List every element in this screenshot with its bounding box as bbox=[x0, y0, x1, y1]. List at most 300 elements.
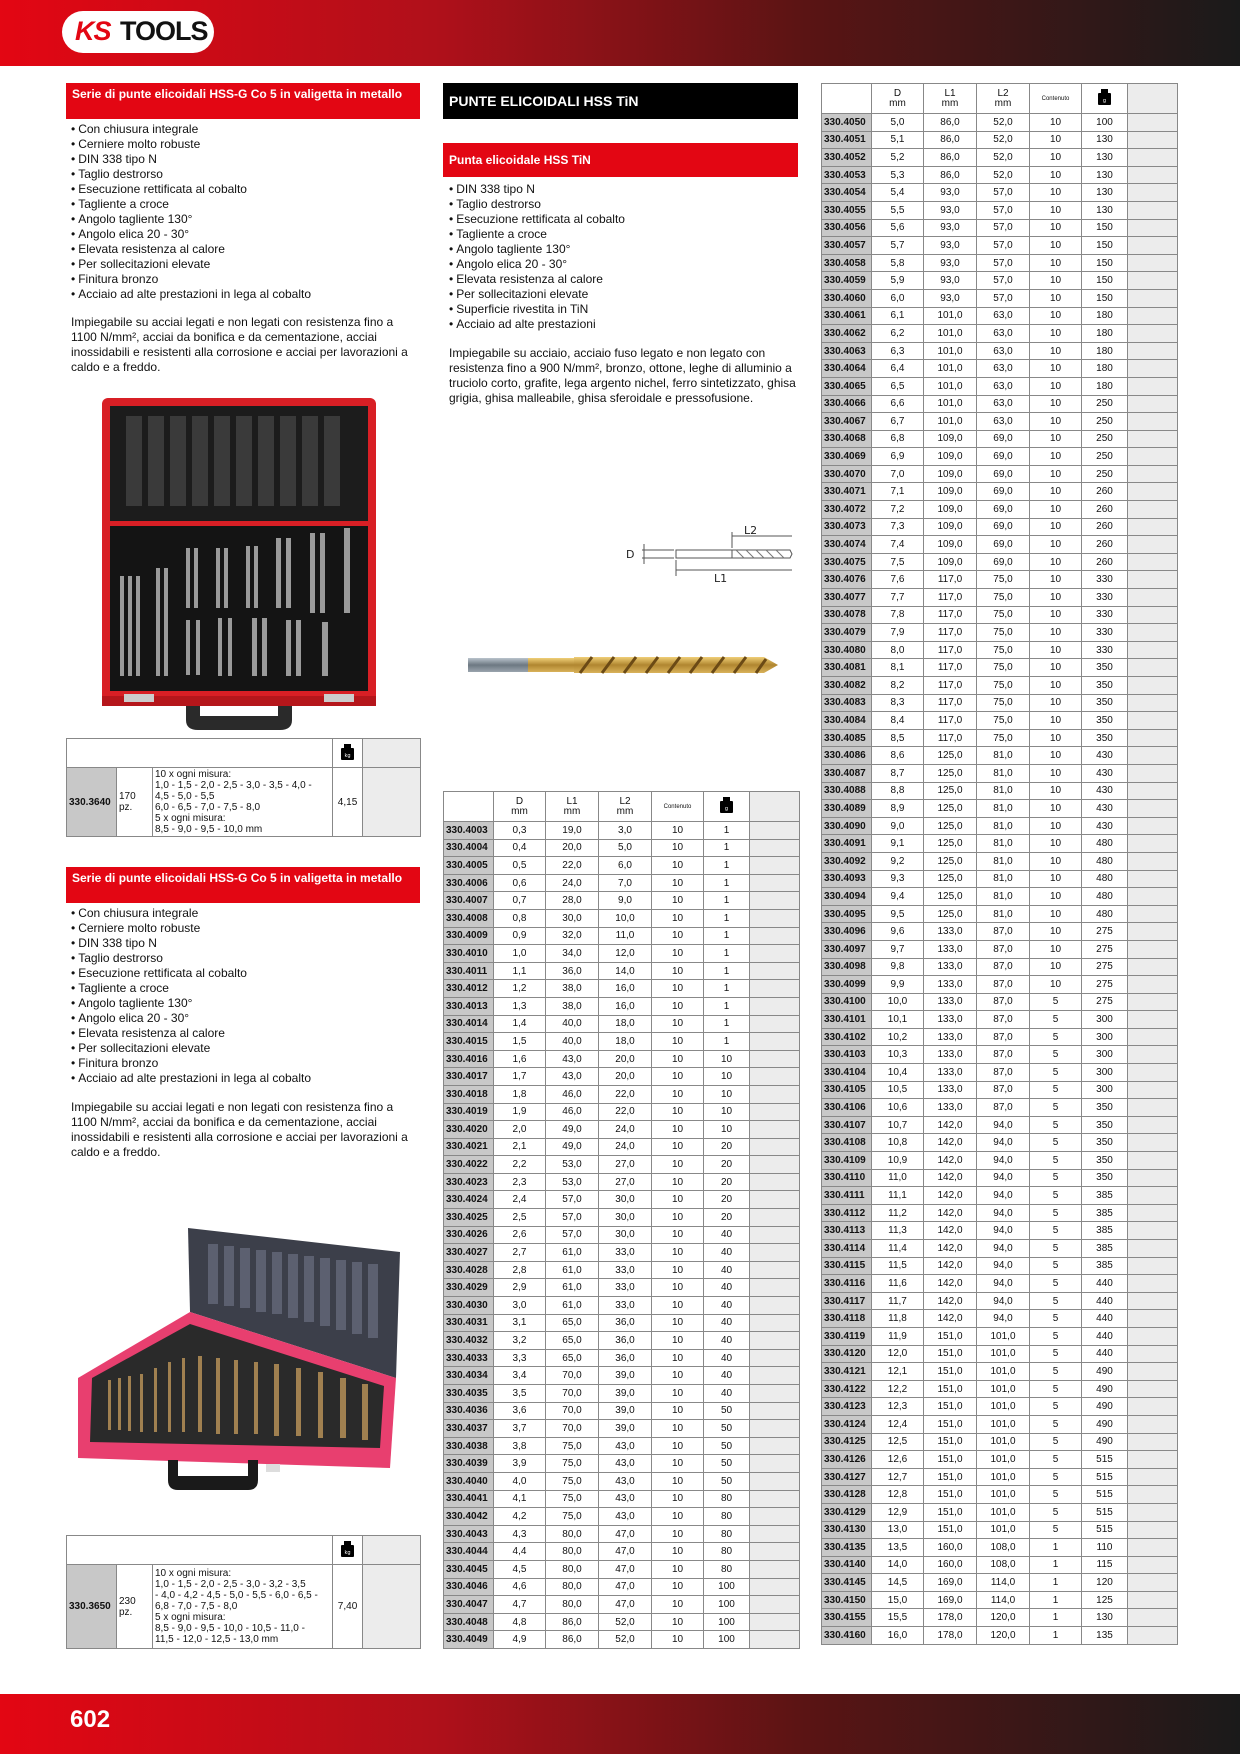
col-d-header: D mm bbox=[872, 84, 924, 114]
table-row bbox=[822, 1345, 1178, 1363]
item-code: 330.4109 bbox=[822, 1152, 872, 1170]
weight: 300 bbox=[1082, 1028, 1128, 1046]
spacer-cell bbox=[1128, 729, 1178, 747]
diameter: 0,8 bbox=[494, 909, 546, 927]
length-l1: 133,0 bbox=[924, 940, 977, 958]
table-row bbox=[822, 483, 1178, 501]
spacer-cell bbox=[750, 874, 800, 892]
length-l1: 86,0 bbox=[924, 131, 977, 149]
length-l2: 63,0 bbox=[977, 395, 1030, 413]
table-row bbox=[822, 571, 1178, 589]
length-l2: 43,0 bbox=[599, 1508, 652, 1526]
spacer-cell bbox=[1128, 800, 1178, 818]
spacer-cell bbox=[1128, 1204, 1178, 1222]
feature-item: • Esecuzione rettificata al cobalto bbox=[449, 212, 799, 227]
item-code: 330.4071 bbox=[822, 483, 872, 501]
spacer-cell bbox=[1128, 1310, 1178, 1328]
length-l1: 32,0 bbox=[546, 927, 599, 945]
length-l1: 109,0 bbox=[924, 448, 977, 466]
diameter: 4,3 bbox=[494, 1525, 546, 1543]
length-l2: 75,0 bbox=[977, 694, 1030, 712]
length-l2: 30,0 bbox=[599, 1191, 652, 1209]
table-row bbox=[822, 1310, 1178, 1328]
item-code: 330.4113 bbox=[822, 1222, 872, 1240]
table-row bbox=[822, 448, 1178, 466]
length-l1: 53,0 bbox=[546, 1156, 599, 1174]
length-l1: 101,0 bbox=[924, 360, 977, 378]
length-l2: 43,0 bbox=[599, 1455, 652, 1473]
diameter: 7,8 bbox=[872, 606, 924, 624]
length-l2: 69,0 bbox=[977, 518, 1030, 536]
item-code: 330.4004 bbox=[444, 839, 494, 857]
diameter: 12,9 bbox=[872, 1503, 924, 1521]
spacer-cell bbox=[1128, 1574, 1178, 1592]
section2-description: Impiegabile su acciai legati e non legati con resistenza fino a 1100 N/mm², acciai da bonifica e da cementazione, acciai inossidabili e resistenti alla corrosione e acciai per lavorazioni a caldo e a freddo. bbox=[71, 1100, 408, 1159]
table-row bbox=[822, 782, 1178, 800]
length-l2: 33,0 bbox=[599, 1297, 652, 1315]
table-row bbox=[822, 377, 1178, 395]
content-qty: 10 bbox=[652, 892, 704, 910]
item-code: 330.4155 bbox=[822, 1609, 872, 1627]
length-l2: 57,0 bbox=[977, 254, 1030, 272]
length-l1: 151,0 bbox=[924, 1327, 977, 1345]
length-l2: 94,0 bbox=[977, 1310, 1030, 1328]
spacer-cell bbox=[750, 1138, 800, 1156]
table-row bbox=[444, 1631, 800, 1649]
table-row bbox=[822, 166, 1178, 184]
weight: 350 bbox=[1082, 1134, 1128, 1152]
diameter: 16,0 bbox=[872, 1627, 924, 1645]
section1-description: Impiegabile su acciai legati e non legati con resistenza fino a 1100 N/mm², acciai da bonifica e da cementazione, acciai inossidabili e resistenti alla corrosione e acciai per lavorazioni a caldo e a freddo. bbox=[71, 315, 408, 374]
item-code: 330.4063 bbox=[822, 342, 872, 360]
weight: 440 bbox=[1082, 1345, 1128, 1363]
content-qty: 10 bbox=[1030, 712, 1082, 730]
table-row bbox=[822, 1152, 1178, 1170]
spacer-cell bbox=[750, 1314, 800, 1332]
content-qty: 10 bbox=[652, 839, 704, 857]
diameter: 0,9 bbox=[494, 927, 546, 945]
length-l1: 178,0 bbox=[924, 1627, 977, 1645]
item-code: 330.4035 bbox=[444, 1385, 494, 1403]
spacer-cell bbox=[1128, 976, 1178, 994]
col-l1-header: L1 mm bbox=[924, 84, 977, 114]
length-l2: 101,0 bbox=[977, 1433, 1030, 1451]
weight: 350 bbox=[1082, 729, 1128, 747]
item-code: 330.4023 bbox=[444, 1173, 494, 1191]
content-qty: 10 bbox=[652, 1103, 704, 1121]
diameter: 8,0 bbox=[872, 641, 924, 659]
spacer-cell bbox=[1128, 1222, 1178, 1240]
weight: 20 bbox=[704, 1173, 750, 1191]
weight: 40 bbox=[704, 1367, 750, 1385]
diameter: 5,1 bbox=[872, 131, 924, 149]
weight: 100 bbox=[1082, 114, 1128, 132]
item-code: 330.4026 bbox=[444, 1226, 494, 1244]
svg-text:g: g bbox=[724, 806, 729, 812]
spacer-cell bbox=[1128, 782, 1178, 800]
length-l2: 43,0 bbox=[599, 1437, 652, 1455]
item-code: 330.4040 bbox=[444, 1472, 494, 1490]
content-qty: 10 bbox=[1030, 536, 1082, 554]
weight: 10 bbox=[704, 1050, 750, 1068]
spacer-cell bbox=[1128, 1398, 1178, 1416]
table-row bbox=[822, 219, 1178, 237]
length-l2: 33,0 bbox=[599, 1244, 652, 1262]
content-qty: 5 bbox=[1030, 993, 1082, 1011]
weight: 50 bbox=[704, 1437, 750, 1455]
weight: 50 bbox=[704, 1420, 750, 1438]
spacer-cell bbox=[1128, 870, 1178, 888]
spacer-cell bbox=[1128, 923, 1178, 941]
spacer-cell bbox=[1128, 606, 1178, 624]
length-l1: 75,0 bbox=[546, 1508, 599, 1526]
length-l2: 87,0 bbox=[977, 958, 1030, 976]
diameter: 12,0 bbox=[872, 1345, 924, 1363]
weight: 80 bbox=[704, 1543, 750, 1561]
weight: 180 bbox=[1082, 360, 1128, 378]
set-content-line: 10 x ogni misura: bbox=[155, 769, 232, 780]
length-l1: 160,0 bbox=[924, 1556, 977, 1574]
spacer-cell bbox=[750, 1033, 800, 1051]
col-code-header bbox=[822, 84, 872, 114]
table-row bbox=[822, 852, 1178, 870]
table-row bbox=[822, 1204, 1178, 1222]
weight: 480 bbox=[1082, 870, 1128, 888]
feature-item: • Per sollecitazioni elevate bbox=[449, 287, 799, 302]
table-row bbox=[822, 237, 1178, 255]
table-row bbox=[822, 1240, 1178, 1258]
feature-item: • Acciaio ad alte prestazioni in lega al cobalto bbox=[71, 287, 421, 302]
table-row bbox=[444, 1332, 800, 1350]
set-content-line: 8,5 - 9,0 - 9,5 - 10,0 mm bbox=[155, 824, 263, 835]
item-code: 330.4011 bbox=[444, 962, 494, 980]
table-row bbox=[444, 1596, 800, 1614]
length-l1: 151,0 bbox=[924, 1398, 977, 1416]
weight: 350 bbox=[1082, 677, 1128, 695]
spacer-cell bbox=[750, 997, 800, 1015]
length-l1: 109,0 bbox=[924, 553, 977, 571]
spacer-cell bbox=[1128, 1064, 1178, 1082]
diameter: 12,2 bbox=[872, 1380, 924, 1398]
length-l2: 94,0 bbox=[977, 1275, 1030, 1293]
diameter: 4,7 bbox=[494, 1596, 546, 1614]
item-code: 330.4130 bbox=[822, 1521, 872, 1539]
weight: 300 bbox=[1082, 1046, 1128, 1064]
content-qty: 10 bbox=[1030, 325, 1082, 343]
length-l1: 46,0 bbox=[546, 1103, 599, 1121]
diameter: 11,9 bbox=[872, 1327, 924, 1345]
content-qty: 10 bbox=[652, 1613, 704, 1631]
length-l1: 61,0 bbox=[546, 1244, 599, 1262]
length-l1: 169,0 bbox=[924, 1574, 977, 1592]
table-row bbox=[822, 888, 1178, 906]
diameter: 0,6 bbox=[494, 874, 546, 892]
weight: 1 bbox=[704, 1015, 750, 1033]
length-l1: 75,0 bbox=[546, 1490, 599, 1508]
set-pieces: 230 pz. bbox=[117, 1565, 153, 1649]
weight: 490 bbox=[1082, 1398, 1128, 1416]
length-l2: 114,0 bbox=[977, 1574, 1030, 1592]
content-qty: 5 bbox=[1030, 1204, 1082, 1222]
weight: 130 bbox=[1082, 184, 1128, 202]
diameter: 6,7 bbox=[872, 413, 924, 431]
diameter: 9,5 bbox=[872, 905, 924, 923]
weight: 300 bbox=[1082, 1011, 1128, 1029]
item-code: 330.4080 bbox=[822, 641, 872, 659]
length-l2: 16,0 bbox=[599, 980, 652, 998]
length-l2: 52,0 bbox=[977, 166, 1030, 184]
weight: 100 bbox=[704, 1631, 750, 1649]
item-code: 330.4090 bbox=[822, 817, 872, 835]
diameter: 0,4 bbox=[494, 839, 546, 857]
diameter: 1,7 bbox=[494, 1068, 546, 1086]
length-l1: 125,0 bbox=[924, 905, 977, 923]
table-row bbox=[822, 1081, 1178, 1099]
table-row bbox=[822, 1327, 1178, 1345]
content-qty: 10 bbox=[652, 1560, 704, 1578]
spacer-cell bbox=[1128, 307, 1178, 325]
content-qty: 1 bbox=[1030, 1591, 1082, 1609]
weight: 1 bbox=[704, 822, 750, 840]
length-l2: 47,0 bbox=[599, 1560, 652, 1578]
content-qty: 10 bbox=[1030, 800, 1082, 818]
spacer-cell bbox=[1128, 1363, 1178, 1381]
weight: 260 bbox=[1082, 501, 1128, 519]
length-l1: 101,0 bbox=[924, 325, 977, 343]
table-row bbox=[444, 1138, 800, 1156]
length-l1: 125,0 bbox=[924, 870, 977, 888]
item-code: 330.4110 bbox=[822, 1169, 872, 1187]
item-code: 330.4079 bbox=[822, 624, 872, 642]
content-qty: 10 bbox=[1030, 852, 1082, 870]
diameter: 2,5 bbox=[494, 1209, 546, 1227]
length-l1: 65,0 bbox=[546, 1314, 599, 1332]
length-l1: 101,0 bbox=[924, 377, 977, 395]
table-row bbox=[444, 1050, 800, 1068]
content-qty: 10 bbox=[1030, 114, 1082, 132]
weight: 385 bbox=[1082, 1240, 1128, 1258]
item-code: 330.4047 bbox=[444, 1596, 494, 1614]
diameter: 2,3 bbox=[494, 1173, 546, 1191]
item-code: 330.4034 bbox=[444, 1367, 494, 1385]
length-l1: 178,0 bbox=[924, 1609, 977, 1627]
length-l2: 101,0 bbox=[977, 1468, 1030, 1486]
weight: 40 bbox=[704, 1297, 750, 1315]
col-weight-header bbox=[1082, 84, 1128, 114]
table-row bbox=[822, 1627, 1178, 1645]
feature-item: • DIN 338 tipo N bbox=[71, 936, 421, 951]
length-l1: 86,0 bbox=[924, 166, 977, 184]
spacer-cell bbox=[1128, 131, 1178, 149]
spacer-cell bbox=[750, 1560, 800, 1578]
length-l2: 108,0 bbox=[977, 1539, 1030, 1557]
weight: 490 bbox=[1082, 1380, 1128, 1398]
spacer-cell bbox=[750, 839, 800, 857]
spacer-cell bbox=[750, 980, 800, 998]
spacer-cell bbox=[1128, 1415, 1178, 1433]
table-row bbox=[822, 1011, 1178, 1029]
spacer-cell bbox=[1128, 1187, 1178, 1205]
diameter: 10,3 bbox=[872, 1046, 924, 1064]
spacer-cell bbox=[750, 1173, 800, 1191]
diameter: 10,6 bbox=[872, 1099, 924, 1117]
set-code: 330.3650 bbox=[67, 1565, 117, 1649]
weight: 150 bbox=[1082, 219, 1128, 237]
length-l1: 101,0 bbox=[924, 413, 977, 431]
item-code: 330.4096 bbox=[822, 923, 872, 941]
content-qty: 10 bbox=[652, 1578, 704, 1596]
feature-item: • Finitura bronzo bbox=[71, 272, 421, 287]
item-code: 330.4076 bbox=[822, 571, 872, 589]
length-l1: 40,0 bbox=[546, 1015, 599, 1033]
content-qty: 5 bbox=[1030, 1486, 1082, 1504]
item-code: 330.4075 bbox=[822, 553, 872, 571]
weight: 110 bbox=[1082, 1539, 1128, 1557]
length-l2: 94,0 bbox=[977, 1134, 1030, 1152]
diameter: 5,3 bbox=[872, 166, 924, 184]
content-qty: 10 bbox=[652, 1015, 704, 1033]
weight: 1 bbox=[704, 997, 750, 1015]
weight: 10 bbox=[704, 1121, 750, 1139]
weight: 430 bbox=[1082, 747, 1128, 765]
diameter: 1,8 bbox=[494, 1085, 546, 1103]
item-code: 330.4033 bbox=[444, 1349, 494, 1367]
weight: 330 bbox=[1082, 589, 1128, 607]
content-qty: 5 bbox=[1030, 1152, 1082, 1170]
diameter: 9,7 bbox=[872, 940, 924, 958]
table-row bbox=[444, 1490, 800, 1508]
diameter: 14,0 bbox=[872, 1556, 924, 1574]
length-l2: 57,0 bbox=[977, 237, 1030, 255]
feature-item: • Con chiusura integrale bbox=[71, 906, 421, 921]
diameter: 2,4 bbox=[494, 1191, 546, 1209]
diameter: 8,1 bbox=[872, 659, 924, 677]
content-qty: 10 bbox=[652, 1543, 704, 1561]
item-code: 330.4122 bbox=[822, 1380, 872, 1398]
length-l1: 49,0 bbox=[546, 1121, 599, 1139]
weight: 10 bbox=[704, 1103, 750, 1121]
length-l2: 36,0 bbox=[599, 1332, 652, 1350]
table-row bbox=[444, 1402, 800, 1420]
table-row bbox=[822, 553, 1178, 571]
length-l2: 101,0 bbox=[977, 1398, 1030, 1416]
length-l1: 43,0 bbox=[546, 1068, 599, 1086]
item-code: 330.4051 bbox=[822, 131, 872, 149]
length-l1: 53,0 bbox=[546, 1173, 599, 1191]
spacer-cell bbox=[1128, 641, 1178, 659]
length-l1: 142,0 bbox=[924, 1169, 977, 1187]
item-code: 330.4064 bbox=[822, 360, 872, 378]
length-l1: 125,0 bbox=[924, 800, 977, 818]
weight: 1 bbox=[704, 874, 750, 892]
weight: 120 bbox=[1082, 1574, 1128, 1592]
weight: 260 bbox=[1082, 483, 1128, 501]
length-l1: 151,0 bbox=[924, 1380, 977, 1398]
diameter: 9,2 bbox=[872, 852, 924, 870]
length-l1: 20,0 bbox=[546, 839, 599, 857]
table-row bbox=[822, 1451, 1178, 1469]
spacer-cell bbox=[750, 1402, 800, 1420]
length-l1: 40,0 bbox=[546, 1033, 599, 1051]
content-qty: 10 bbox=[652, 1402, 704, 1420]
table-row bbox=[822, 325, 1178, 343]
set-table-1 bbox=[66, 738, 421, 837]
item-code: 330.4160 bbox=[822, 1627, 872, 1645]
feature-item: • Finitura bronzo bbox=[71, 1056, 421, 1071]
table-row bbox=[822, 993, 1178, 1011]
table-row bbox=[444, 980, 800, 998]
feature-item: • Angolo tagliente 130° bbox=[449, 242, 799, 257]
item-code: 330.4043 bbox=[444, 1525, 494, 1543]
content-qty: 10 bbox=[652, 927, 704, 945]
spacer-cell bbox=[1128, 1099, 1178, 1117]
item-code: 330.4045 bbox=[444, 1560, 494, 1578]
content-qty: 10 bbox=[1030, 201, 1082, 219]
table-row bbox=[444, 1472, 800, 1490]
spacer-cell bbox=[750, 857, 800, 875]
diameter: 7,7 bbox=[872, 589, 924, 607]
item-code: 330.4103 bbox=[822, 1046, 872, 1064]
spacer-cell bbox=[1128, 1468, 1178, 1486]
table-row bbox=[822, 272, 1178, 290]
item-code: 330.4102 bbox=[822, 1028, 872, 1046]
item-code: 330.4135 bbox=[822, 1539, 872, 1557]
section2-header: Serie di punte elicoidali HSS-G Co 5 in valigetta in metallo bbox=[66, 867, 420, 903]
diameter: 11,2 bbox=[872, 1204, 924, 1222]
spacer-cell bbox=[1128, 1116, 1178, 1134]
length-l2: 69,0 bbox=[977, 553, 1030, 571]
set-content-line: 5 x ogni misura: bbox=[155, 813, 226, 824]
feature-item: • Elevata resistenza al calore bbox=[449, 272, 799, 287]
item-code: 330.4059 bbox=[822, 272, 872, 290]
logo-ks: KS bbox=[75, 16, 111, 46]
length-l1: 65,0 bbox=[546, 1349, 599, 1367]
weight: 440 bbox=[1082, 1275, 1128, 1293]
weight: 1 bbox=[704, 927, 750, 945]
content-qty: 5 bbox=[1030, 1433, 1082, 1451]
spacer-cell bbox=[750, 1596, 800, 1614]
item-code: 330.4123 bbox=[822, 1398, 872, 1416]
col-l2-header: L2 mm bbox=[599, 792, 652, 822]
diameter: 3,7 bbox=[494, 1420, 546, 1438]
diameter: 2,6 bbox=[494, 1226, 546, 1244]
length-l2: 81,0 bbox=[977, 835, 1030, 853]
length-l1: 109,0 bbox=[924, 430, 977, 448]
spacer-cell bbox=[750, 909, 800, 927]
weight-icon bbox=[340, 1541, 355, 1557]
weight: 440 bbox=[1082, 1327, 1128, 1345]
section2-features bbox=[71, 906, 421, 1086]
item-code: 330.4044 bbox=[444, 1543, 494, 1561]
table-row bbox=[822, 1433, 1178, 1451]
length-l2: 101,0 bbox=[977, 1415, 1030, 1433]
diameter: 4,0 bbox=[494, 1472, 546, 1490]
feature-item: • Angolo tagliente 130° bbox=[71, 212, 421, 227]
content-qty: 10 bbox=[1030, 166, 1082, 184]
weight: 490 bbox=[1082, 1363, 1128, 1381]
item-code: 330.4017 bbox=[444, 1068, 494, 1086]
content-qty: 5 bbox=[1030, 1169, 1082, 1187]
length-l1: 133,0 bbox=[924, 1064, 977, 1082]
spacer-cell bbox=[1128, 1327, 1178, 1345]
diameter: 11,8 bbox=[872, 1310, 924, 1328]
length-l1: 109,0 bbox=[924, 518, 977, 536]
length-l2: 81,0 bbox=[977, 888, 1030, 906]
set-content-line: 11,5 - 12,0 - 12,5 - 13,0 mm bbox=[155, 1634, 279, 1645]
content-qty: 10 bbox=[1030, 641, 1082, 659]
spacer-cell bbox=[1128, 1240, 1178, 1258]
content-qty: 1 bbox=[1030, 1574, 1082, 1592]
